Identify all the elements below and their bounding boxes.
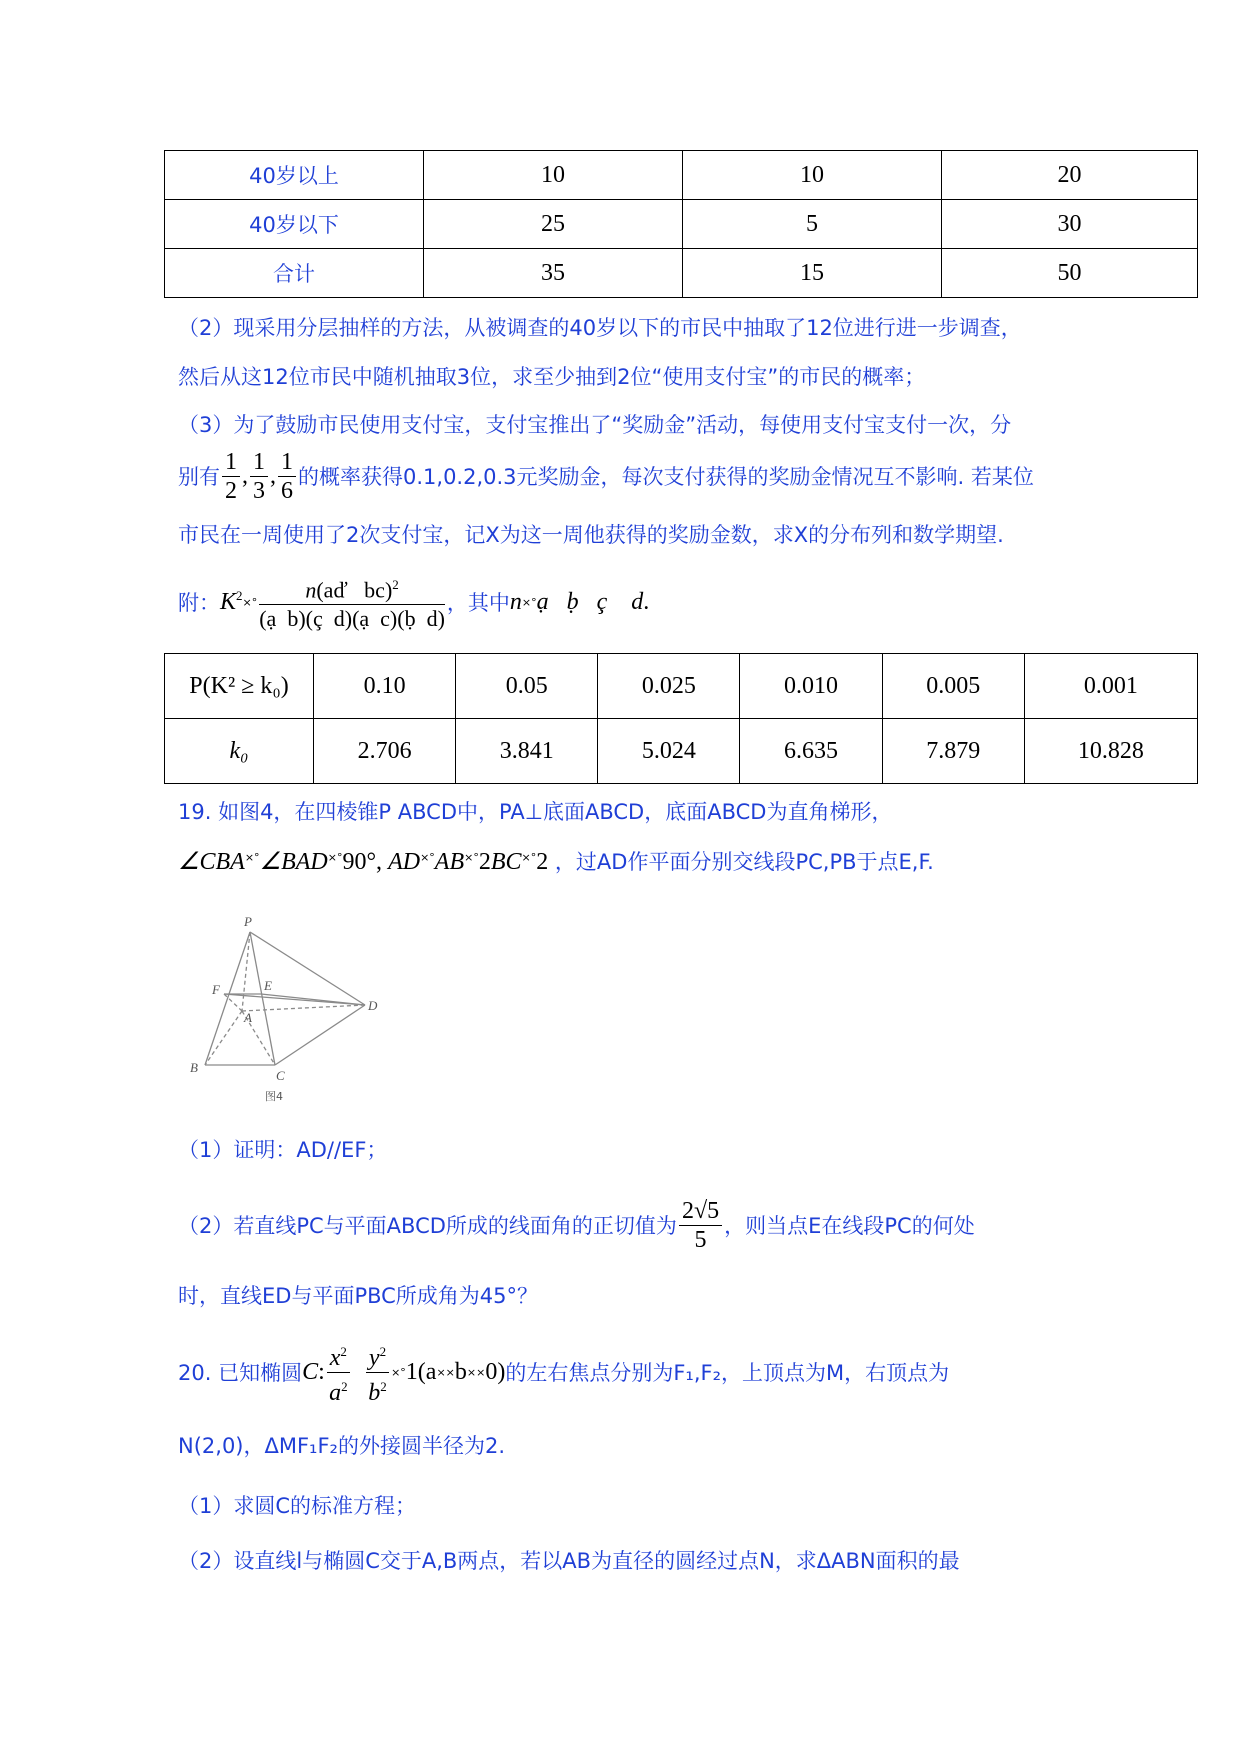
- table-row: [165, 151, 1198, 200]
- prob-cell: 0.005: [882, 654, 1024, 719]
- q20-line1-prefix: 20. 已知椭圆: [178, 1361, 303, 1385]
- row-label: 40岁以上: [165, 151, 424, 200]
- chi-square-fraction: $\frac{n(aď bc)^2}{\text{(ạ b)(ç d)(ạ c)(ḅ d)}}$: [259, 571, 445, 633]
- q20-sub1: （1）求圆C的标准方程；: [178, 1494, 417, 1518]
- survey-table: [164, 150, 1198, 298]
- q18-part3-prefix: 别有: [178, 465, 220, 489]
- table-row: [165, 654, 1198, 719]
- q18-part3-line1: （3）为了鼓励市民使用支付宝，支付宝推出了“奖励金”活动，每使用支付宝支付一次，分: [178, 413, 1012, 437]
- k-cell: 2.706: [314, 719, 456, 784]
- point-label-a: A: [244, 1010, 252, 1025]
- point-label-p: P: [244, 914, 252, 929]
- fraction-y2-b2: $\frac{y^2}{b^2}$: [366, 1338, 389, 1407]
- k-cell: 10.828: [1024, 719, 1197, 784]
- k-cell: 5.024: [598, 719, 740, 784]
- point-label-b: B: [190, 1060, 198, 1075]
- fraction-x2-a2: $\frac{x^2}{a^2}$: [327, 1338, 350, 1407]
- q19-sub2-prefix: （2）若直线PC与平面ABCD所成的线面角的正切值为: [178, 1214, 677, 1238]
- prob-cell: 0.05: [456, 654, 598, 719]
- table-row: [165, 249, 1198, 298]
- q19-line2: ∠CBA×°∠BAD×°90°, AD×°AB×°2BC×°2 ，过AD作平面分别交线段PC,PB于点E,F.: [178, 849, 934, 875]
- appendix-label: 附：: [178, 591, 220, 615]
- q19-sub2-line1: [178, 1190, 975, 1260]
- table-cell: 50: [942, 249, 1198, 298]
- q18-part2-line1: （2）现采用分层抽样的方法，从被调查的40岁以下的市民中抽取了12位进行进一步调查，: [178, 316, 1022, 340]
- q20-line1-suffix: 的左右焦点分别为F₁,F₂，上顶点为M，右顶点为: [505, 1361, 950, 1385]
- fraction-two-root-five-over-five: $\frac{2√5}{5}$: [679, 1197, 722, 1254]
- table-cell: 10: [424, 151, 683, 200]
- critical-value-table: [164, 653, 1198, 784]
- q19-line2-tail: ，过AD作平面分别交线段PC,PB于点E,F.: [554, 850, 934, 874]
- q19-sub2-suffix: ，则当点E在线段PC的何处: [724, 1214, 975, 1238]
- prob-cell: 0.001: [1024, 654, 1197, 719]
- q19-sub1: （1）证明：AD//EF；: [178, 1138, 388, 1162]
- q20-sub2: （2）设直线l与椭圆C交于A,B两点，若以AB为直径的圆经过点N，求ΔABN面积的最: [178, 1549, 960, 1573]
- prob-cell: 0.010: [740, 654, 882, 719]
- q18-part3-suffix: 的概率获得0.1,0.2,0.3元奖励金，每次支付获得的奖励金情况互不影响. 若某位: [298, 465, 1034, 489]
- q20-line2: N(2,0)，ΔMF₁F₂的外接圆半径为2.: [178, 1434, 506, 1458]
- pyramid-figure: [180, 910, 390, 1115]
- table-cell: 35: [424, 249, 683, 298]
- appendix-formula: 附： $K^2$ ×° $\frac{n(aď bc)^2}{\text{(ạ b)(ç d)(ạ c)(ḅ d)}}$ ，其中 n ×° ạ ḅ ç d.: [178, 567, 649, 637]
- point-label-c: C: [276, 1068, 285, 1083]
- k-cell: 6.635: [740, 719, 882, 784]
- q18-part3-line3: 市民在一周使用了2次支付宝，记X为这一周他获得的奖励金数，求X的分布列和数学期望.: [178, 523, 1004, 547]
- k-cell: 7.879: [882, 719, 1024, 784]
- prob-header: P(K² ≥ k₀): [165, 654, 314, 719]
- k-header: k₀: [165, 719, 314, 784]
- table-cell: 25: [424, 200, 683, 249]
- k-cell: 3.841: [456, 719, 598, 784]
- fraction-one-half: $\frac{1}{2}$: [222, 448, 240, 505]
- table-row: [165, 200, 1198, 249]
- fraction-one-third: $\frac{1}{3}$: [250, 448, 268, 505]
- point-label-f: F: [212, 982, 220, 997]
- table-cell: 30: [942, 200, 1198, 249]
- appendix-tail: ，其中: [446, 591, 510, 615]
- q18-part2-line2: 然后从这12位市民中随机抽取3位，求至少抽到2位“使用支付宝”的市民的概率；: [178, 365, 926, 389]
- table-cell: 10: [683, 151, 942, 200]
- row-label: 40岁以下: [165, 200, 424, 249]
- prob-cell: 0.025: [598, 654, 740, 719]
- point-label-e: E: [264, 978, 272, 993]
- q20-line1: 20. 已知椭圆 C: $\frac{x^2}{a^2}$ $\frac{y^2}{b^2}$ ×° 1(a ×× b ×× 0) 的左右焦点分别为F₁,F₂，上顶点为M，右顶点为: [178, 1336, 949, 1408]
- point-label-d: D: [368, 998, 378, 1013]
- table-cell: 5: [683, 200, 942, 249]
- table-cell: 20: [942, 151, 1198, 200]
- figure-caption: 图4: [265, 1090, 283, 1103]
- q19-sub2-line2: 时，直线ED与平面PBC所成角为45°？: [178, 1284, 539, 1308]
- fraction-one-sixth: $\frac{1}{6}$: [278, 448, 296, 505]
- q18-part3-line2: 别有 $\frac{1}{2}$ , $\frac{1}{3}$ , $\frac{1}{6}$ 的概率获得0.1,0.2,0.3元奖励金，每次支付获得的奖励金情况互不影响. 若某位: [178, 448, 1034, 504]
- table-row: [165, 719, 1198, 784]
- prob-cell: 0.10: [314, 654, 456, 719]
- row-label: 合计: [165, 249, 424, 298]
- table-cell: 15: [683, 249, 942, 298]
- q19-line1: 19. 如图4，在四棱锥P ABCD中，PA⊥底面ABCD，底面ABCD为直角梯形，: [178, 800, 893, 824]
